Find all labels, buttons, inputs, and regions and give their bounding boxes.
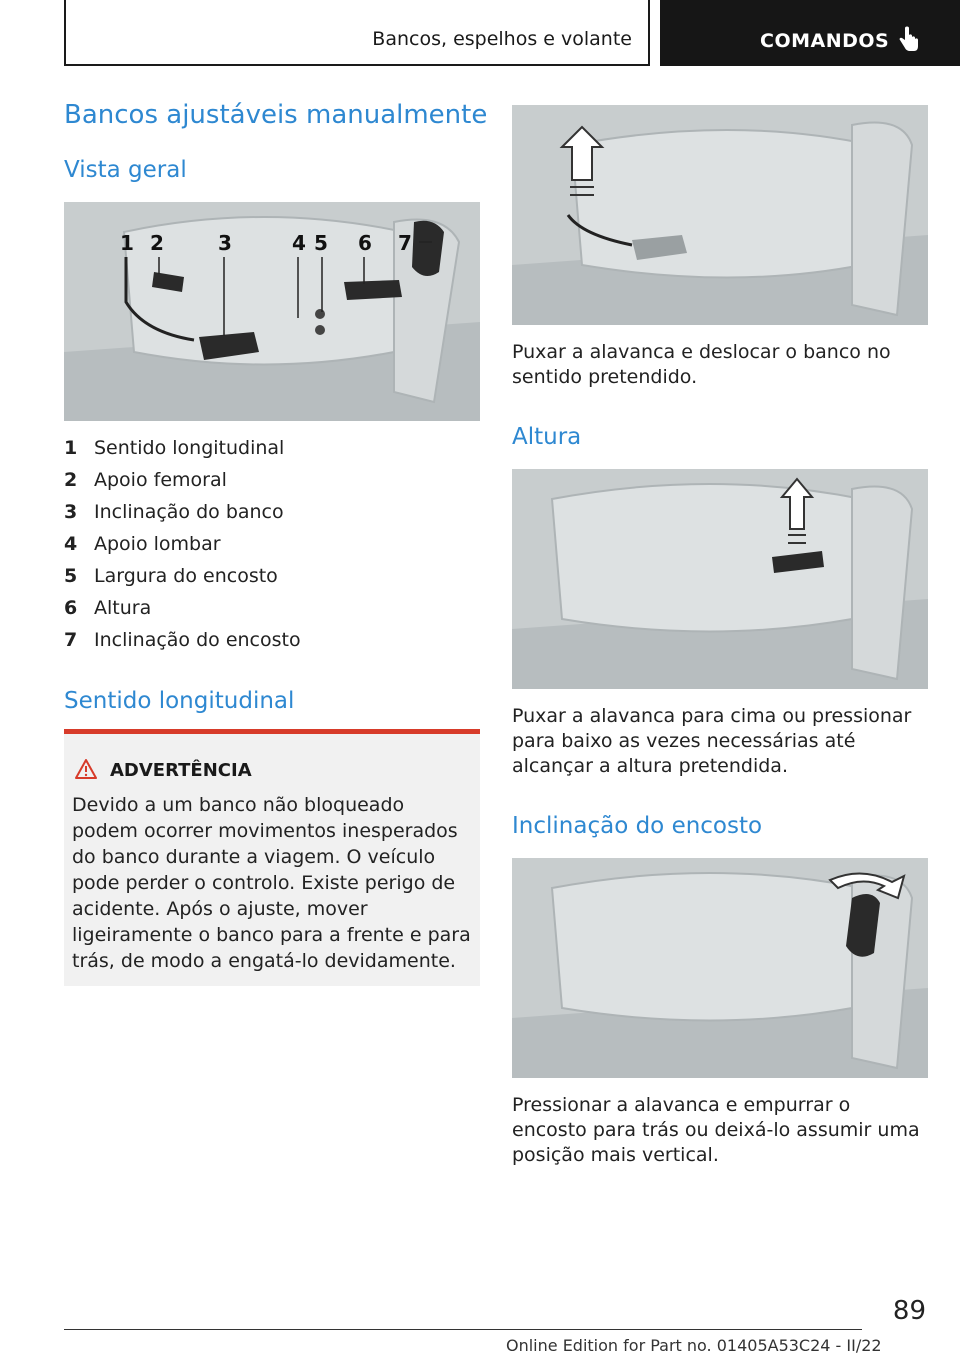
legend-label: Apoio lombar	[94, 533, 221, 555]
legend-label: Altura	[94, 597, 152, 619]
legend-label: Apoio femoral	[94, 469, 227, 491]
overview-legend	[64, 432, 480, 656]
recline-heading: Inclinação do encosto	[512, 813, 763, 839]
legend-number: 5	[64, 565, 78, 587]
longitudinal-figure	[512, 105, 928, 325]
callout-4: 4	[292, 231, 306, 255]
callout-6: 6	[358, 231, 372, 255]
legend-item	[64, 496, 480, 528]
overview-heading: Vista geral	[64, 157, 187, 183]
recline-figure	[512, 858, 928, 1078]
legend-item	[64, 464, 480, 496]
height-caption: Puxar a alavanca para cima ou pressionar para baixo as vezes necessárias até alcançar a altura pretendida.	[512, 705, 912, 777]
page-number: 89	[892, 1296, 926, 1326]
longitudinal-caption: Puxar a alavanca e deslocar o banco no sentido pretendido.	[512, 341, 891, 388]
legend-label: Largura do encosto	[94, 565, 278, 587]
header-chapter-title: COMANDOS	[760, 30, 890, 52]
seat-overview-figure	[64, 202, 480, 421]
recline-caption: Pressionar a alavanca e empurrar o encosto para trás ou deixá-lo assumir uma posição mais vertical.	[512, 1094, 920, 1166]
legend-number: 3	[64, 501, 78, 523]
callout-2: 2	[150, 231, 164, 255]
legend-number: 6	[64, 597, 78, 619]
legend-label: Inclinação do encosto	[94, 629, 301, 651]
callout-3: 3	[218, 231, 232, 255]
legend-item	[64, 528, 480, 560]
height-heading: Altura	[512, 424, 582, 450]
warning-triangle-icon	[74, 758, 98, 780]
legend-label: Sentido longitudinal	[94, 437, 285, 459]
warning-text: Devido a um banco não bloqueado podem ocorrer movimentos inesperados do banco durante a viagem. O veículo pode perder o controlo. Existe perigo de acidente. Após o ajuste, mover ligeiramente o banco para a frente e para trás, de modo a engatá-lo devidamente.	[72, 794, 471, 972]
hand-pointer-icon	[896, 26, 920, 54]
callout-7: 7	[398, 231, 412, 255]
header-chapter-tab[interactable]	[660, 0, 960, 66]
warning-title: ADVERTÊNCIA	[110, 760, 252, 781]
header-section-box	[64, 0, 650, 66]
footer-divider	[64, 1329, 862, 1330]
legend-number: 7	[64, 629, 78, 651]
page-title: Bancos ajustáveis manualmente	[64, 100, 488, 130]
legend-number: 1	[64, 437, 78, 459]
legend-item	[64, 432, 480, 464]
callout-1: 1	[120, 231, 134, 255]
legend-label: Inclinação do banco	[94, 501, 284, 523]
legend-number: 2	[64, 469, 78, 491]
legend-item	[64, 624, 480, 656]
footer-edition: Online Edition for Part no. 01405A53C24 - II/22	[506, 1336, 882, 1355]
height-figure	[512, 469, 928, 689]
longitudinal-heading: Sentido longitudinal	[64, 688, 295, 714]
warning-box	[64, 729, 480, 986]
header-section-title: Bancos, espelhos e volante	[372, 28, 632, 50]
callout-5: 5	[314, 231, 328, 255]
legend-item	[64, 560, 480, 592]
legend-number: 4	[64, 533, 78, 555]
legend-item	[64, 592, 480, 624]
